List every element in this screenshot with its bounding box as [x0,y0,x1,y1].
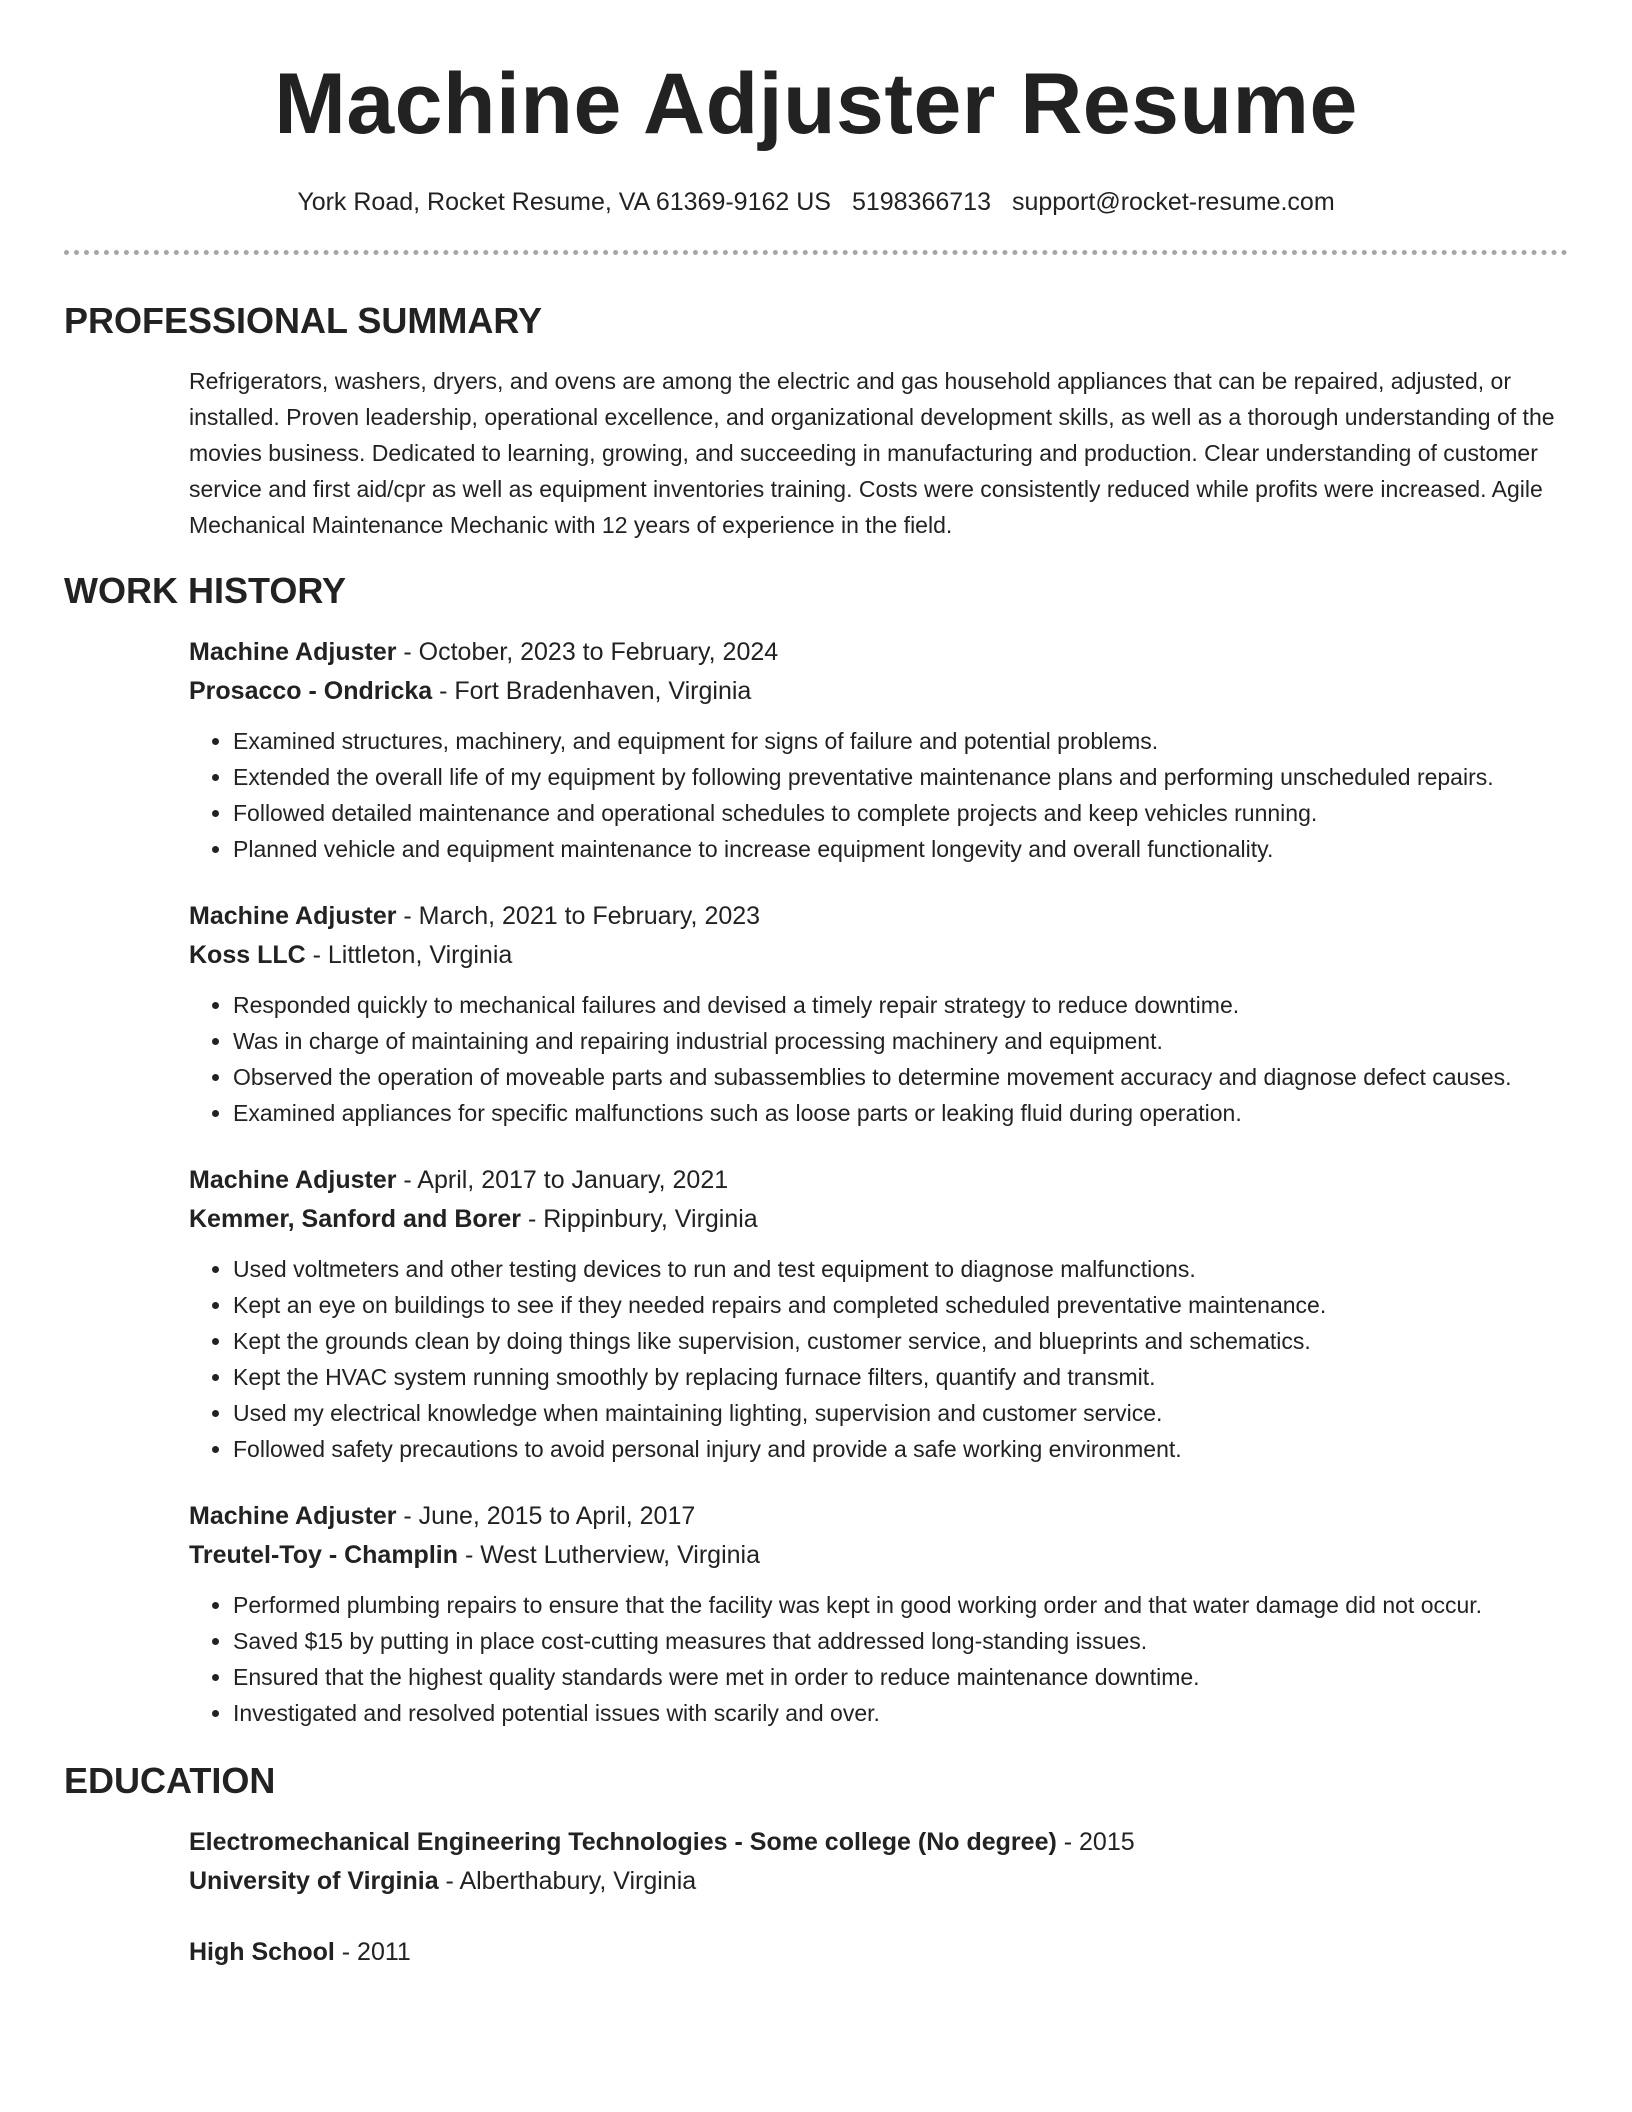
education-year: - 2015 [1056,1828,1135,1856]
job-bullet: • Extended the overall life of my equipment by following preventative maintenance plans and performing unscheduled repairs. [233,759,1568,795]
job-company-line [189,672,1568,711]
job-company: Koss LLC [189,941,306,969]
job-dates: - October, 2023 to February, 2024 [396,638,779,666]
job-bullets [189,1251,1568,1467]
job-bullet: • Kept the HVAC system running smoothly by replacing furnace filters, quantify and transmit. [233,1359,1568,1395]
job-dates: - April, 2017 to January, 2021 [396,1166,729,1194]
education-location: - Alberthabury, Virginia [438,1867,697,1895]
job-entry [189,897,1568,1131]
job-location: - Rippinbury, Virginia [521,1205,758,1233]
job-entry [189,633,1568,867]
contact-phone: 5198366713 [851,188,991,216]
job-role: Machine Adjuster [189,902,397,930]
education-heading: EDUCATION [64,1760,276,1801]
job-company: Prosacco - Ondricka [189,677,433,705]
contact-email: support@rocket-resume.com [1011,188,1335,216]
job-bullet: • Followed detailed maintenance and operational schedules to complete projects and keep vehicles running. [233,795,1568,831]
contact-line [64,184,1568,220]
job-bullet: • Saved $15 by putting in place cost-cutting measures that addressed long-standing issues. [233,1623,1568,1659]
job-title-line [189,897,1568,936]
contact-address: York Road, Rocket Resume, VA 61369-9162 US [297,188,831,216]
education-school-line [189,1862,1568,1901]
job-bullet: • Planned vehicle and equipment maintenance to increase equipment longevity and overall functionality. [233,831,1568,867]
job-bullet: • Performed plumbing repairs to ensure that the facility was kept in good working order and that water damage did not occur. [233,1587,1568,1623]
job-bullet: • Used my electrical knowledge when maintaining lighting, supervision and customer service. [233,1395,1568,1431]
job-bullet: • Ensured that the highest quality standards were met in order to reduce maintenance downtime. [233,1659,1568,1695]
education-list [189,1823,1568,1972]
work-history-list [189,633,1568,1731]
job-bullets [189,1587,1568,1731]
job-location: - Littleton, Virginia [305,941,513,969]
job-bullet: • Investigated and resolved potential issues with scarily and over. [233,1695,1568,1731]
education-school: University of Virginia [189,1867,439,1895]
job-bullet: • Examined structures, machinery, and equipment for signs of failure and potential problems. [233,723,1568,759]
header-divider [64,250,1568,255]
job-location: - West Lutherview, Virginia [458,1541,760,1569]
job-bullet: • Kept the grounds clean by doing things like supervision, customer service, and blueprints and schematics. [233,1323,1568,1359]
job-title-line [189,1497,1568,1536]
job-bullet: • Followed safety precautions to avoid personal injury and provide a safe working environment. [233,1431,1568,1467]
job-role: Machine Adjuster [189,638,397,666]
job-dates: - March, 2021 to February, 2023 [396,902,761,930]
job-title-line [189,1161,1568,1200]
job-company: Kemmer, Sanford and Borer [189,1205,522,1233]
education-degree: Electromechanical Engineering Technologies - Some college (No degree) [189,1828,1057,1856]
job-dates: - June, 2015 to April, 2017 [396,1502,696,1530]
education-entry [189,1933,1568,1972]
job-bullets [189,723,1568,867]
job-bullet: • Was in charge of maintaining and repairing industrial processing machinery and equipment. [233,1023,1568,1059]
job-company: Treutel-Toy - Champlin [189,1541,458,1569]
job-location: - Fort Bradenhaven, Virginia [432,677,752,705]
summary-text: Refrigerators, washers, dryers, and ovens are among the electric and gas household appliances that can be repaired, adjusted, or installed. Proven leadership, operational excellence, and organizational development skills, as well as a thorough understanding of the movies business. Dedicated to learning, growing, and succeeding in manufacturing and production. Clear understanding of customer service and first aid/cpr as well as equipment inventories training. Costs were consistently reduced while profits were increased. Agile Mechanical Maintenance Mechanic with 12 years of experience in the field. [189,368,1555,538]
job-entry [189,1161,1568,1467]
job-bullet: • Used voltmeters and other testing devices to run and test equipment to diagnose malfunctions. [233,1251,1568,1287]
job-bullet: • Examined appliances for specific malfunctions such as loose parts or leaking fluid during operation. [233,1095,1568,1131]
resume-title: Machine Adjuster Resume [274,56,1358,152]
education-degree-line [189,1823,1568,1862]
job-title-line [189,633,1568,672]
job-role: Machine Adjuster [189,1166,397,1194]
work-history-heading: WORK HISTORY [64,570,347,611]
education-entry [189,1823,1568,1901]
education-year: - 2011 [334,1938,411,1966]
job-bullets [189,987,1568,1131]
job-company-line [189,1536,1568,1575]
job-entry [189,1497,1568,1731]
job-role: Machine Adjuster [189,1502,397,1530]
job-bullet: • Responded quickly to mechanical failures and devised a timely repair strategy to reduce downtime. [233,987,1568,1023]
education-degree: High School [189,1938,335,1966]
summary-heading: PROFESSIONAL SUMMARY [64,300,543,341]
job-bullet: • Kept an eye on buildings to see if they needed repairs and completed scheduled preventative maintenance. [233,1287,1568,1323]
job-company-line [189,936,1568,975]
education-degree-line [189,1933,1568,1972]
job-company-line [189,1200,1568,1239]
job-bullet: • Observed the operation of moveable parts and subassemblies to determine movement accuracy and diagnose defect causes. [233,1059,1568,1095]
